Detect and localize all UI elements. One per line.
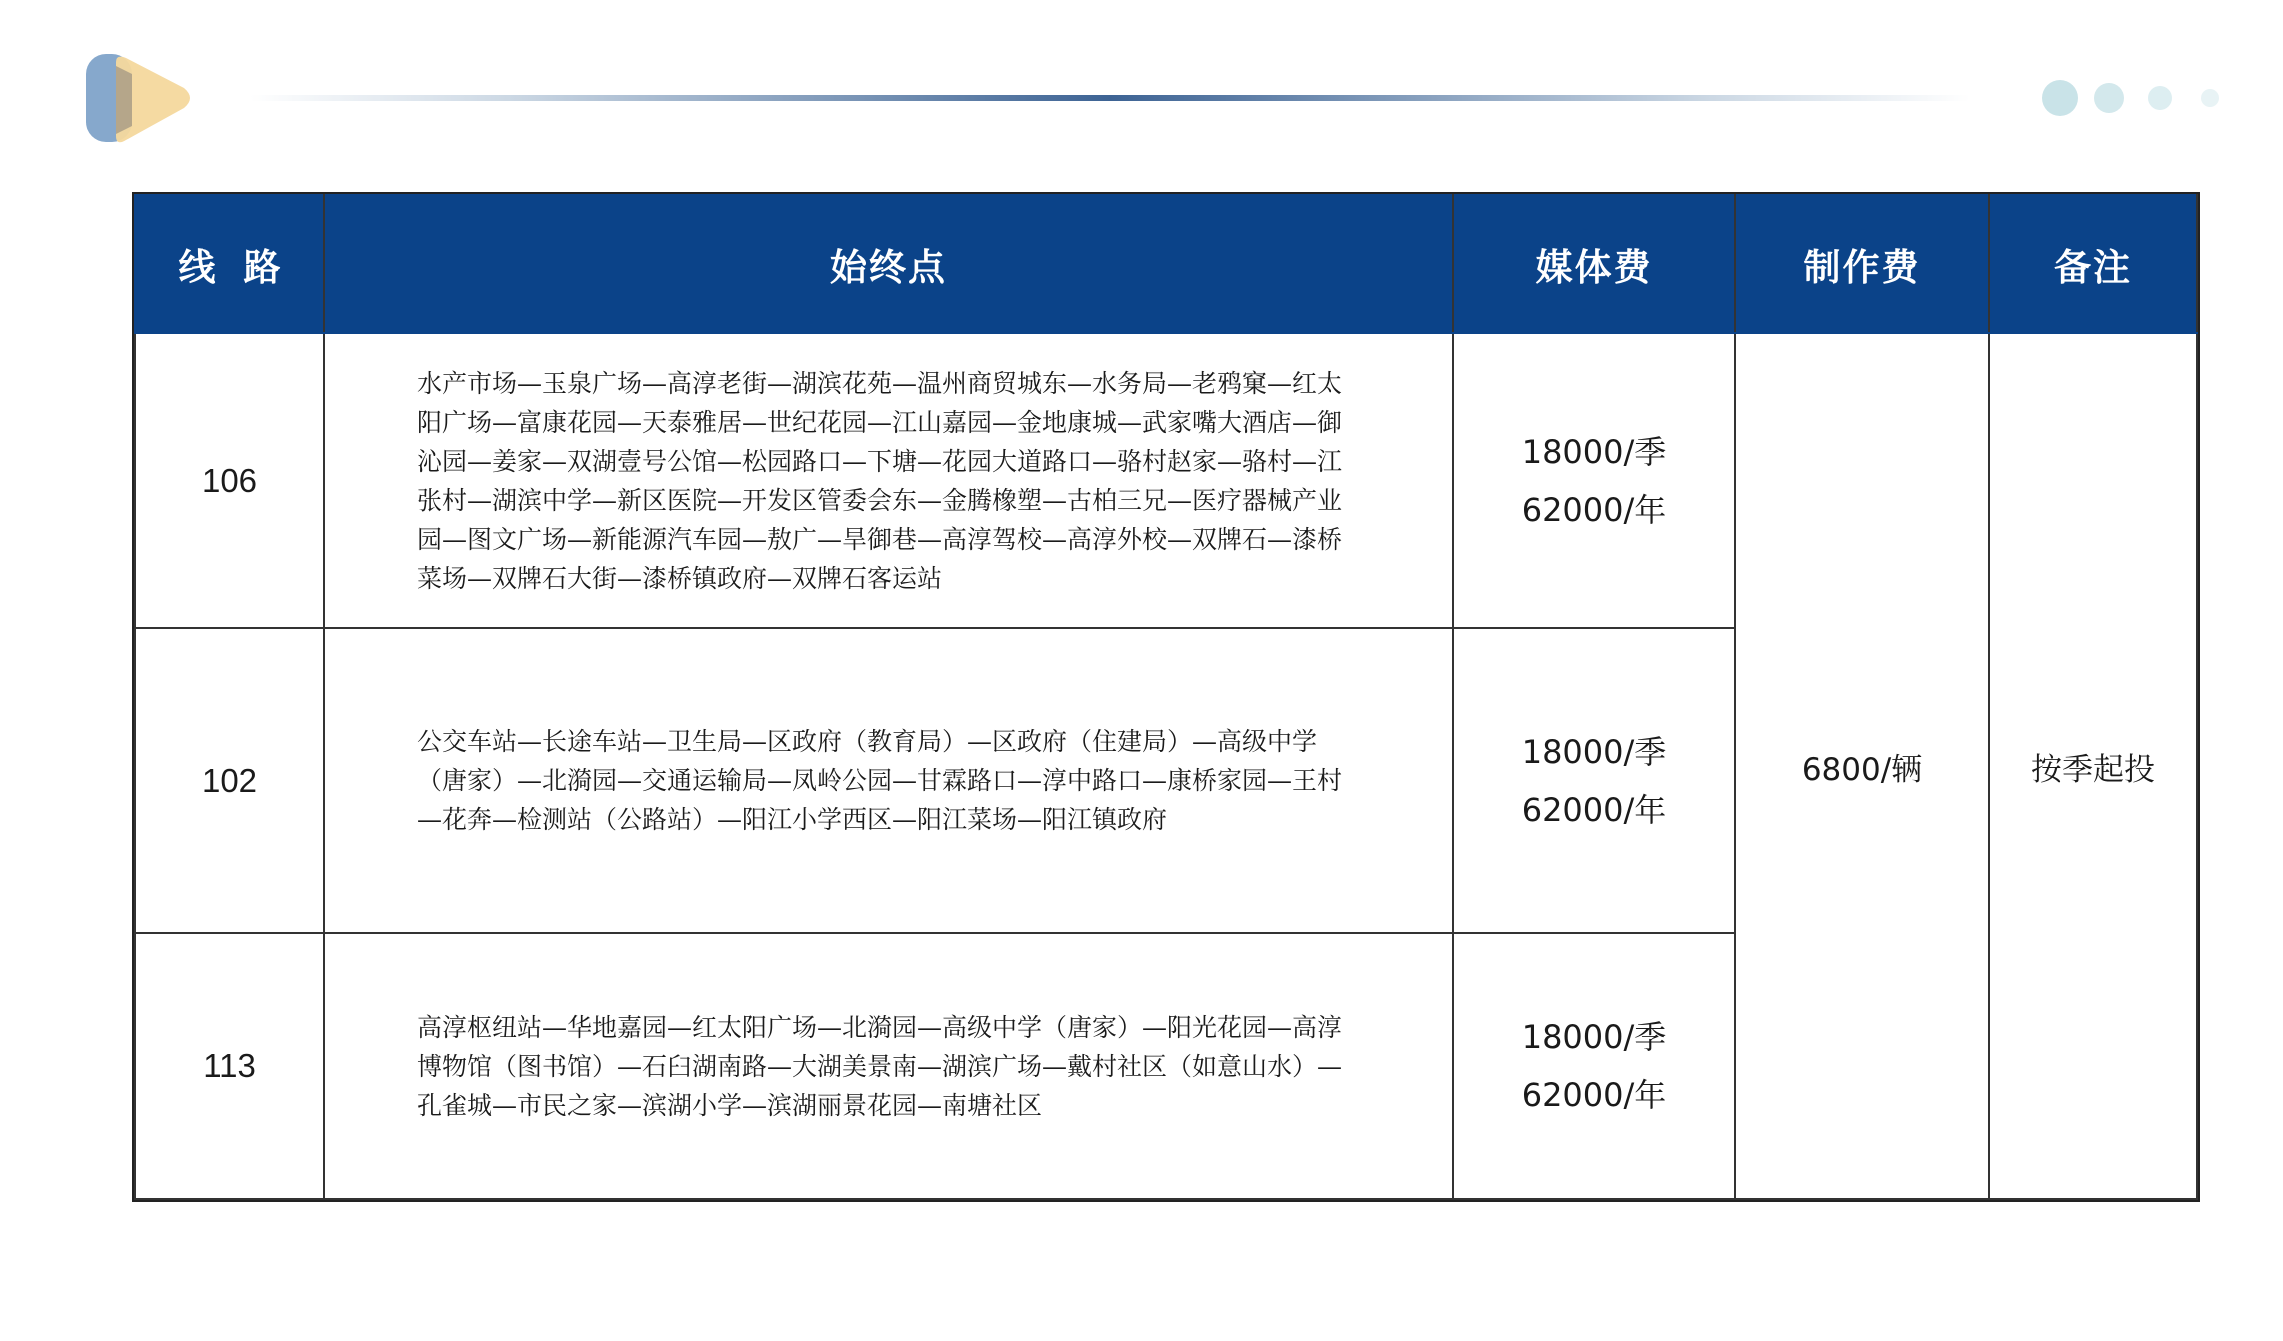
table-header-row: [135, 195, 2197, 333]
fee-year: 62000/年: [1521, 490, 1667, 529]
route-number: 106: [135, 333, 324, 628]
header-divider-line: [250, 95, 1970, 101]
bus-route-pricing-table: [134, 194, 2198, 1200]
column-header-route: 线路: [135, 195, 324, 333]
production-fee: 6800/辆: [1735, 333, 1989, 1199]
route-number: 102: [135, 628, 324, 933]
route-stops: 高淳枢纽站—华地嘉园—红太阳广场—北漪园—高级中学（唐家）—阳光花园—高淳博物馆（图书馆）—石臼湖南路—大湖美景南—湖滨广场—戴村社区（如意山水）—孔雀城—市民之家—滨湖小学—滨湖丽景花园—南塘社区: [324, 933, 1453, 1199]
route-number: 113: [135, 933, 324, 1199]
logo-icon: [86, 54, 196, 146]
media-fee: [1453, 933, 1735, 1199]
fee-quarter: 18000/季: [1521, 1018, 1667, 1056]
media-fee: [1453, 628, 1735, 933]
route-stops: 公交车站—长途车站—卫生局—区政府（教育局）—区政府（住建局）—高级中学（唐家）—北漪园—交通运输局—凤岭公园—甘霖路口—淳中路口—康桥家园—王村—花奔—检测站（公路站）—阳江小学西区—阳江菜场—阳江镇政府: [324, 628, 1453, 933]
column-header-production-fee: 制作费: [1735, 195, 1989, 333]
decoration-dot: [2148, 86, 2172, 110]
fee-quarter: 18000/季: [1521, 732, 1667, 771]
column-header-note: 备注: [1989, 195, 2197, 333]
note: 按季起投: [1989, 333, 2197, 1199]
decoration-dot: [2094, 83, 2124, 113]
decoration-dot: [2042, 80, 2078, 116]
column-header-media-fee: 媒体费: [1453, 195, 1735, 333]
decoration-dot: [2201, 89, 2219, 107]
media-fee: [1453, 333, 1735, 628]
fee-year: 62000/年: [1521, 1076, 1667, 1114]
fee-quarter: 18000/季: [1521, 432, 1667, 471]
fee-year: 62000/年: [1521, 790, 1667, 829]
route-stops: 水产市场—玉泉广场—高淳老街—湖滨花苑—温州商贸城东—水务局—老鸦窠—红太阳广场—富康花园—天泰雅居—世纪花园—江山嘉园—金地康城—武家嘴大酒店—御沁园—姜家—双湖壹号公馆—松园路口—下塘—花园大道路口—骆村赵家—骆村—江张村—湖滨中学—新区医院—开发区管委会东—金腾橡塑—古柏三兄—医疗器械产业园—图文广场—新能源汽车园—敖广—旱御巷—高淳驾校—高淳外校—双牌石—漆桥菜场—双牌石大街—漆桥镇政府—双牌石客运站: [324, 333, 1453, 628]
column-header-stops: 始终点: [324, 195, 1453, 333]
table-row: [135, 333, 2197, 628]
